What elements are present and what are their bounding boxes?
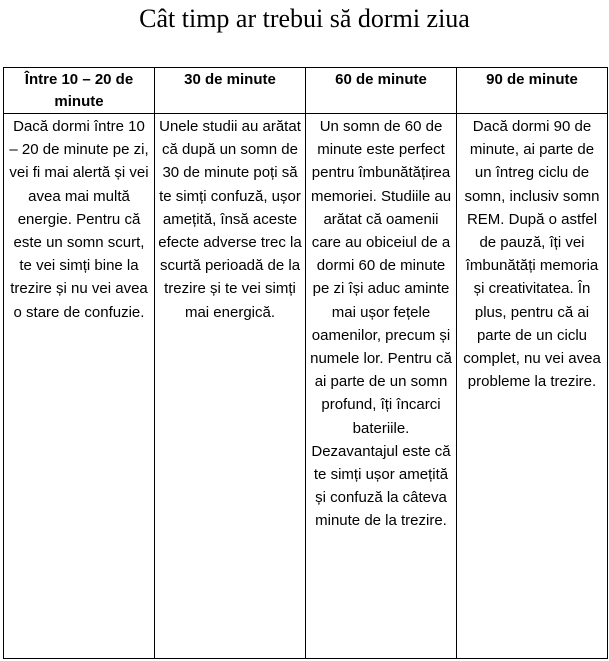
table-header-row <box>4 68 608 114</box>
cell-10-20-minutes: Dacă dormi între 10 – 20 de minute pe zi, vei fi mai alertă și vei avea mai multă energie. Pentru că este un somn scurt, te vei simți bine la trezire și nu vei avea o stare de confuzie. <box>4 114 155 659</box>
nap-duration-table <box>3 67 608 659</box>
cell-90-minutes: Dacă dormi 90 de minute, ai parte de un întreg ciclu de somn, inclusiv somn REM. După o astfel de pauză, îți vei îmbunătăți memoria și creativitatea. În plus, pentru că ai parte de un ciclu complet, nu vei avea probleme la trezire. <box>457 114 608 659</box>
cell-60-minutes: Un somn de 60 de minute este perfect pentru îmbunătățirea memoriei. Studiile au arătat că oamenii care au obiceiul de a dormi 60 de minute pe zi își aduc aminte mai ușor fețele oamenilor, precum și numele lor. Pentru că ai parte de un somn profund, îți încarci bateriile. Dezavantajul este că te simți ușor amețită și confuză la câteva minute de la trezire. <box>306 114 457 659</box>
cell-30-minutes: Unele studii au arătat că după un somn de 30 de minute poți să te simți confuză, ușor amețită, însă aceste efecte adverse trec la scurtă perioadă de la trezire și te vei simți mai energică. <box>155 114 306 659</box>
page-title: Cât timp ar trebui să dormi ziua <box>139 4 470 33</box>
table-row <box>4 114 608 659</box>
header-30-minutes: 30 de minute <box>155 68 306 114</box>
header-60-minutes: 60 de minute <box>306 68 457 114</box>
header-90-minutes: 90 de minute <box>457 68 608 114</box>
header-10-20-minutes: Între 10 – 20 de minute <box>4 68 155 114</box>
